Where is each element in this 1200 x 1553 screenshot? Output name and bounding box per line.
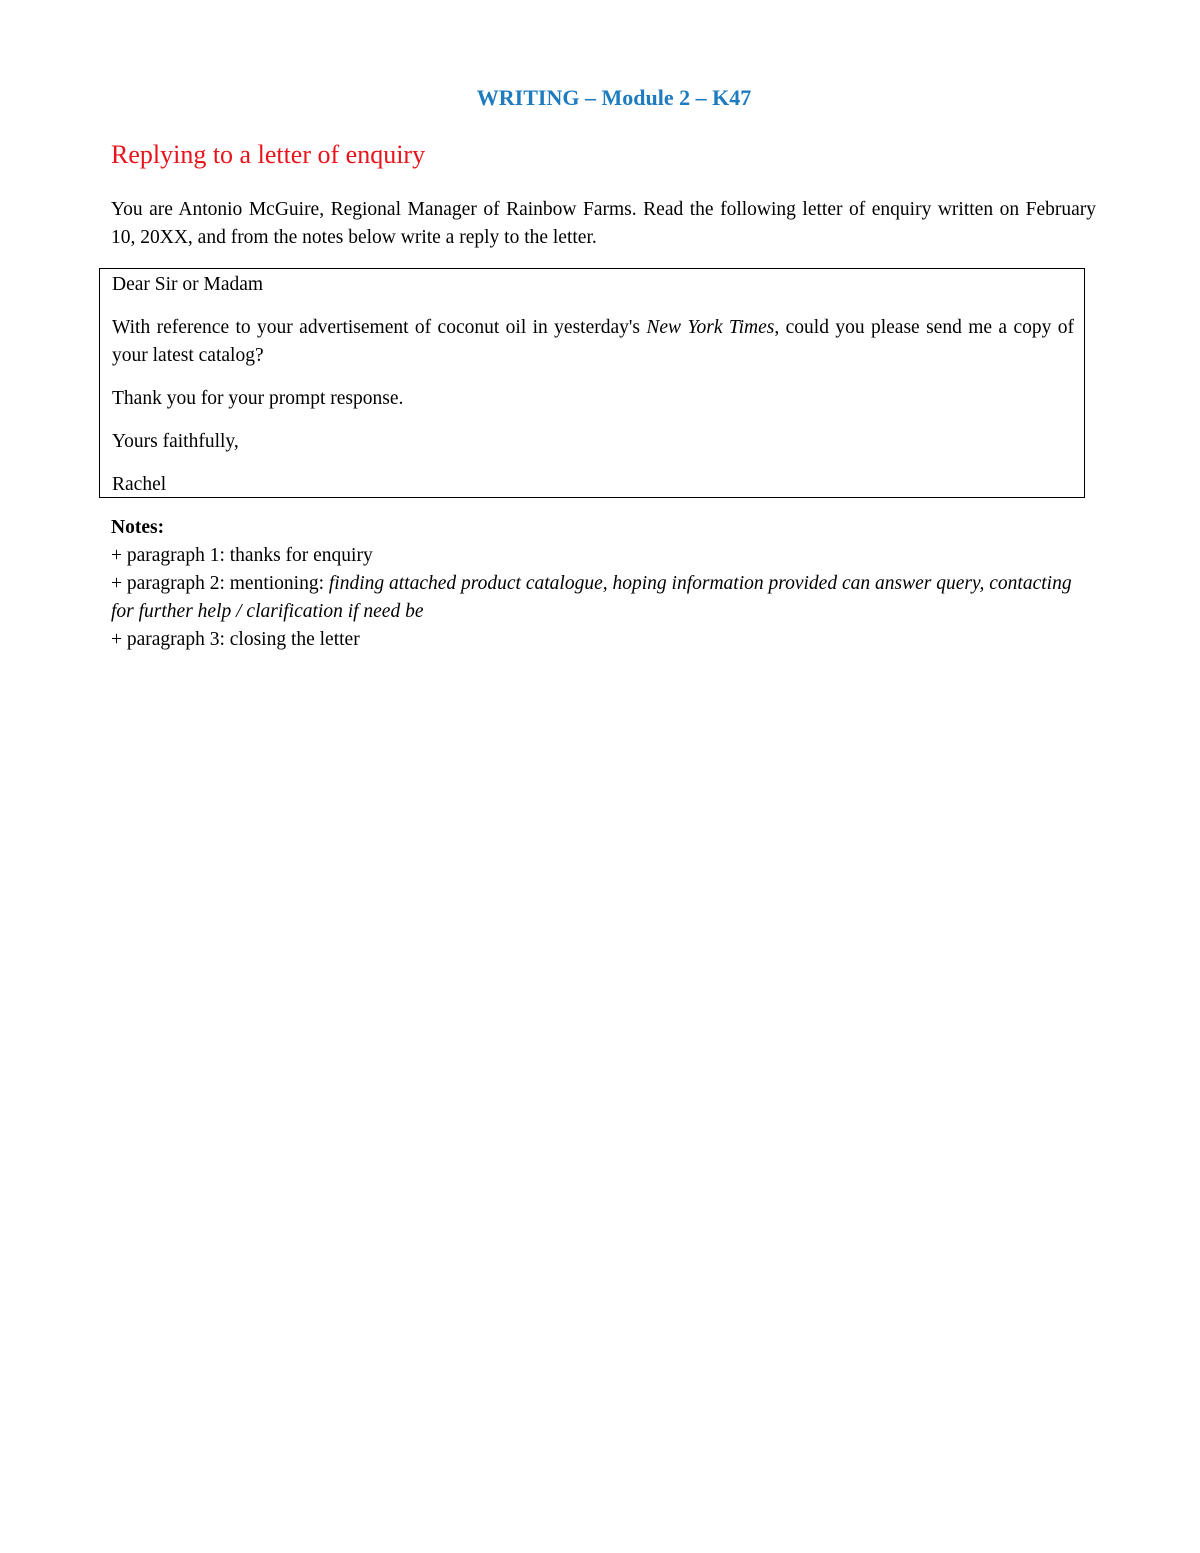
letter-greeting: Dear Sir or Madam <box>112 274 264 295</box>
letter-closing: Yours faithfully, <box>112 431 239 452</box>
instructions-paragraph: You are Antonio McGuire, Regional Manager of Rainbow Farms. Read the following letter of enquiry written on February 10, 20XX, and from the notes below write a reply to the letter. <box>111 199 1096 248</box>
notes-section <box>111 514 1096 654</box>
letter-signature: Rachel <box>112 474 167 495</box>
page-title: WRITING – Module 2 – K47 <box>476 85 752 110</box>
newspaper-name: New York Times <box>646 317 775 338</box>
notes-item-2-details: finding attached product catalogue, hoping information provided can answer query, contacting for further help / clarification if need be <box>111 573 1072 622</box>
notes-item-1: + paragraph 1: thanks for enquiry <box>111 545 373 566</box>
letter-body-text-end: , could you please send me a copy of your latest catalog? <box>112 317 1074 366</box>
letter-body <box>112 314 1074 370</box>
section-heading: Replying to a letter of enquiry <box>111 140 426 169</box>
letter-thanks: Thank you for your prompt response. <box>112 388 404 409</box>
notes-item-2-prefix: + paragraph 2: mentioning: <box>111 573 329 594</box>
enquiry-letter-box <box>99 268 1085 498</box>
letter-body-text: With reference to your advertisement of coconut oil in yesterday's <box>112 317 647 338</box>
notes-heading: Notes: <box>111 517 165 538</box>
notes-item-3: + paragraph 3: closing the letter <box>111 629 360 650</box>
notes-item-2 <box>111 570 1096 626</box>
